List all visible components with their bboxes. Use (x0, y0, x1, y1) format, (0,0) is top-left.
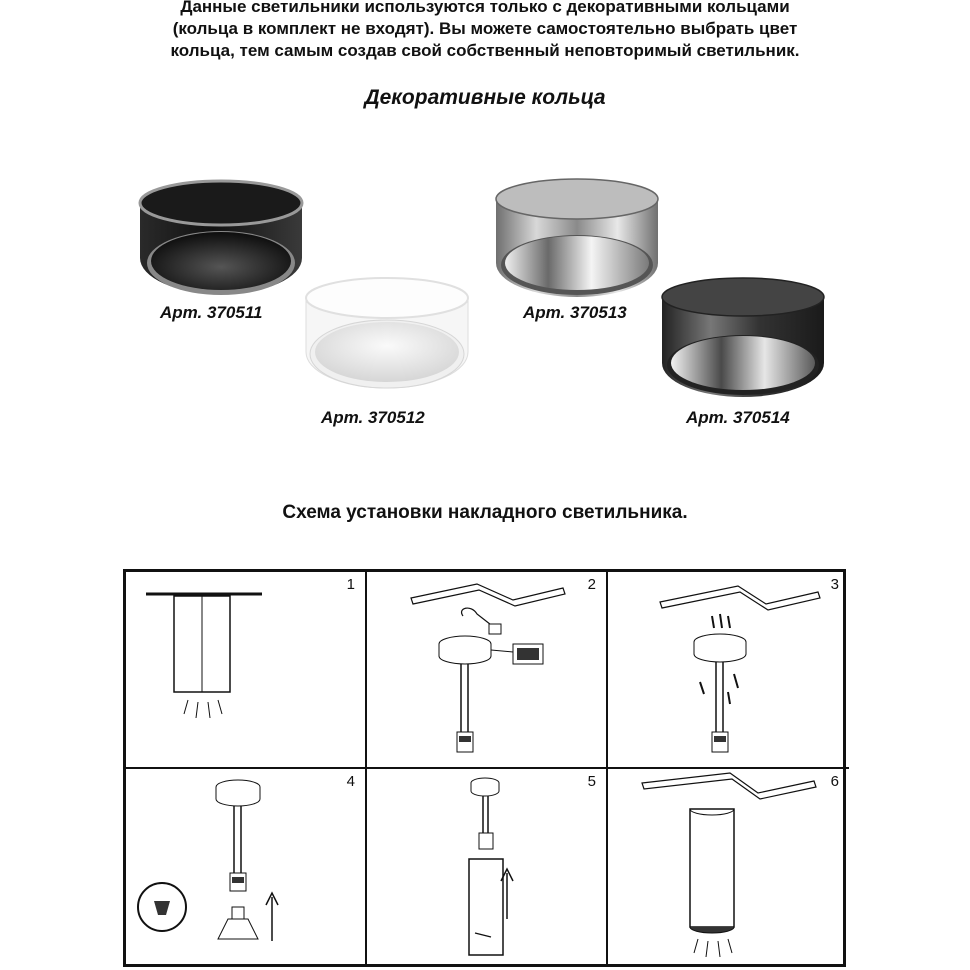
step-number: 6 (830, 773, 839, 790)
step-3-panel (608, 572, 849, 769)
step-number: 4 (346, 773, 355, 790)
ring-art-label: Арт. 370512 (321, 408, 425, 427)
step-2-illustration (367, 572, 608, 769)
scheme-title: Схема установки накладного светильника. (282, 502, 688, 523)
ring-art-label: Арт. 370513 (523, 303, 627, 322)
step-1-panel (126, 572, 367, 769)
step-number: 5 (587, 773, 596, 790)
ring-chrome-image (492, 163, 662, 303)
intro-line: (кольца в комплект не входят). Вы можете самостоятельно выбрать цвет (172, 19, 798, 38)
ring-black-image (136, 163, 306, 303)
ring-dark-chrome-image (658, 263, 828, 403)
intro-text (0, 0, 970, 62)
intro-line: Данные светильники используются только с декоративными кольцами (180, 0, 790, 16)
rings-title: Декоративные кольца (364, 86, 606, 109)
step-6-illustration (608, 769, 849, 967)
ring-art-label: Арт. 370511 (160, 303, 263, 322)
step-number: 3 (830, 576, 839, 593)
step-5-illustration (367, 769, 608, 967)
step-1-illustration (126, 572, 367, 769)
step-2-panel (367, 572, 608, 769)
ring-white-image (302, 268, 472, 394)
step-4-illustration (126, 769, 367, 967)
ring-art-label: Арт. 370514 (686, 408, 790, 427)
step-number: 2 (587, 576, 596, 593)
installation-diagram (123, 569, 846, 967)
step-5-panel (367, 769, 608, 967)
step-3-illustration (608, 572, 849, 769)
step-6-panel (608, 769, 849, 967)
intro-line: кольца, тем самым создав свой собственный неповторимый светильник. (170, 41, 800, 60)
step-number: 1 (346, 576, 355, 593)
step-4-panel (126, 769, 367, 967)
